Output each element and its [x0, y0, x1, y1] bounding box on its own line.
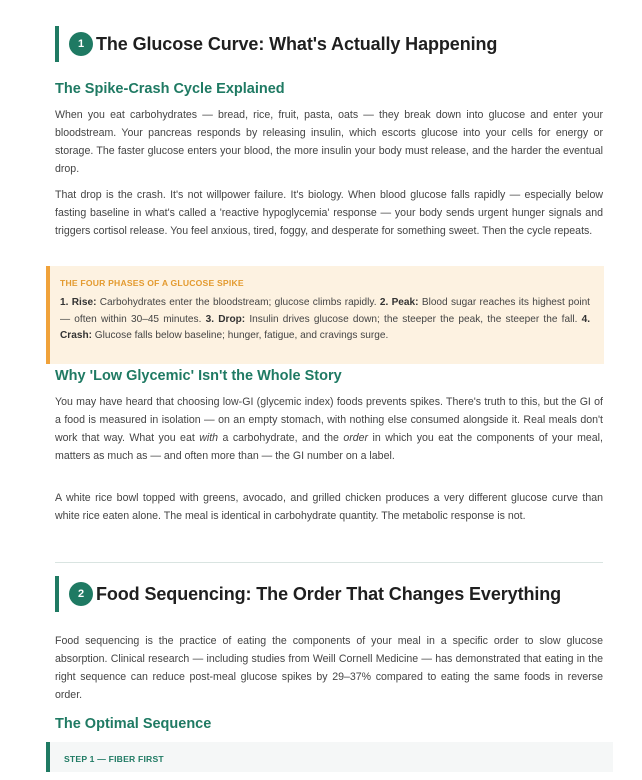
phase-rise-label: 1. Rise: — [60, 297, 97, 308]
subheading-optimal-sequence: The Optimal Sequence — [55, 716, 212, 732]
phase-crash-text: Glucose falls below baseline; hunger, fatigue, and cravings surge. — [91, 330, 389, 341]
emphasis-text: with — [199, 432, 219, 444]
callout-four-phases — [46, 266, 604, 364]
step-label: STEP 1 — FIBER FIRST — [64, 754, 164, 764]
phase-peak-text: Blood sugar reaches its highest point — often within 30–45 minutes. — [60, 297, 590, 325]
heading-accent-bar — [55, 26, 59, 62]
heading-accent-bar — [55, 576, 59, 612]
phase-drop-label: 3. Drop: — [205, 313, 246, 325]
phase-rise-text: Carbohydrates enter the bloodstream; glucose climbs rapidly. — [96, 297, 380, 308]
section-title: Food Sequencing: The Order That Changes Everything — [96, 583, 562, 604]
section-number-badge: 1 — [69, 32, 93, 56]
paragraph-text: a carbohydrate, and the — [218, 432, 344, 444]
section-divider — [55, 562, 603, 563]
section-1-heading — [55, 26, 497, 62]
section-2-heading — [55, 576, 561, 612]
paragraph: That drop is the crash. It's not willpower failure. It's biology. When blood glucose falls rapidly — especially below fasting baseline in what's called a 'reactive hypoglycemia' response — your body sends urgent hunger signals and triggers cortisol release. You feel anxious, tired, foggy, and desperate for something sweet. Then the cycle repeats. — [55, 189, 603, 237]
step-card — [46, 742, 613, 772]
paragraph: Food sequencing is the practice of eating the components of your meal in a specific order to slow glucose absorption. Clinical research — including studies from Weill Cornell Medicine — has demonstrated that eating in the right sequence can reduce post-meal glucose spikes by 29–37% compared to eating the same foods in reverse order. — [55, 635, 603, 701]
paragraph-text: You may have heard that choosing low-GI (glycemic index) foods prevents spikes. There's truth to this, but the GI of a food is measured in isolation — on an empty stomach, with nothing else consumed alongside it. Real meals don't work that way. What you eat — [55, 396, 603, 444]
phase-peak-label: 2. Peak: — [379, 297, 419, 308]
callout-body — [60, 295, 590, 345]
emphasis-text: order — [343, 432, 369, 444]
paragraph — [55, 393, 603, 465]
phase-drop-text: Insulin drives glucose down; the steeper the peak, the steeper the fall. — [245, 313, 582, 325]
section-number-badge: 2 — [69, 582, 93, 606]
subheading-low-glycemic: Why 'Low Glycemic' Isn't the Whole Story — [55, 368, 342, 384]
paragraph-text: in which you eat the components of your meal, matters as much as — and often more than — the GI number on a label. — [55, 432, 603, 462]
section-title: The Glucose Curve: What's Actually Happening — [96, 33, 498, 54]
paragraph: When you eat carbohydrates — bread, rice, fruit, pasta, oats — they break down into glucose and enter your bloodstream. Your pancreas responds by releasing insulin, which escorts glucose into your cells for energy or storage. The faster glucose enters your blood, the more insulin your body must release, and the harder the eventual drop. — [55, 109, 603, 175]
callout-title: THE FOUR PHASES OF A GLUCOSE SPIKE — [60, 278, 244, 288]
subheading-spike-crash: The Spike-Crash Cycle Explained — [55, 81, 285, 97]
phase-crash-label: 4. Crash: — [60, 313, 590, 341]
paragraph: A white rice bowl topped with greens, avocado, and grilled chicken produces a very different glucose curve than white rice eaten alone. The meal is identical in carbohydrate quantity. The metabolic response is not. — [55, 492, 603, 522]
